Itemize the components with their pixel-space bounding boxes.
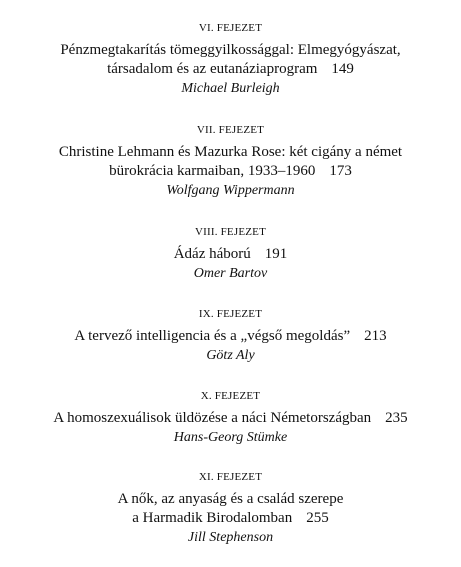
- chapter-title-line: Christine Lehmann és Mazurka Rose: két cigány a német: [58, 144, 403, 160]
- chapter-title-line: a Harmadik Birodalomban 255: [132, 510, 329, 526]
- toc-entry-8: [0, 226, 461, 283]
- chapter-heading: VI. FEJEZET: [198, 22, 263, 34]
- page-number: 173: [329, 163, 352, 179]
- chapter-author: Jill Stephenson: [187, 530, 274, 545]
- chapter-author: Götz Aly: [206, 348, 255, 363]
- page-number: 255: [306, 510, 329, 526]
- chapter-heading: VII. FEJEZET: [196, 124, 265, 136]
- chapter-title-line: bürokrácia karmaiban, 1933–1960 173: [109, 163, 352, 179]
- chapter-author: Wolfgang Wippermann: [166, 183, 295, 198]
- page-number: 235: [385, 410, 408, 426]
- toc-entry-10: [0, 390, 461, 447]
- toc-entry-11: [0, 471, 461, 547]
- toc-entry-6: [0, 22, 461, 98]
- chapter-heading: VIII. FEJEZET: [194, 226, 267, 238]
- chapter-title-line: Ádáz háború 191: [173, 246, 288, 262]
- chapter-title-line: társadalom és az eutanáziaprogram 149: [107, 61, 354, 77]
- chapter-author: Omer Bartov: [193, 266, 268, 281]
- chapter-title-line: A tervező intelligencia és a „végső megoldás” 213: [74, 328, 387, 344]
- page-number: 191: [264, 246, 288, 262]
- chapter-title-line: A homoszexuálisok üldözése a náci Németországban 235: [53, 410, 408, 426]
- toc-entry-7: [0, 124, 461, 200]
- chapter-author: Hans-Georg Stümke: [173, 430, 288, 445]
- chapter-title-line: A nők, az anyaság és a család szerepe: [117, 491, 344, 507]
- page-number: 213: [364, 328, 387, 344]
- chapter-author: Michael Burleigh: [181, 81, 280, 96]
- chapter-heading: XI. FEJEZET: [198, 471, 263, 483]
- chapter-heading: X. FEJEZET: [200, 390, 261, 402]
- page-number: 149: [331, 61, 354, 77]
- chapter-heading: IX. FEJEZET: [198, 308, 263, 320]
- toc-entry-9: [0, 308, 461, 365]
- chapter-title-line: Pénzmegtakarítás tömeggyilkossággal: Elmegyógyászat,: [60, 42, 401, 58]
